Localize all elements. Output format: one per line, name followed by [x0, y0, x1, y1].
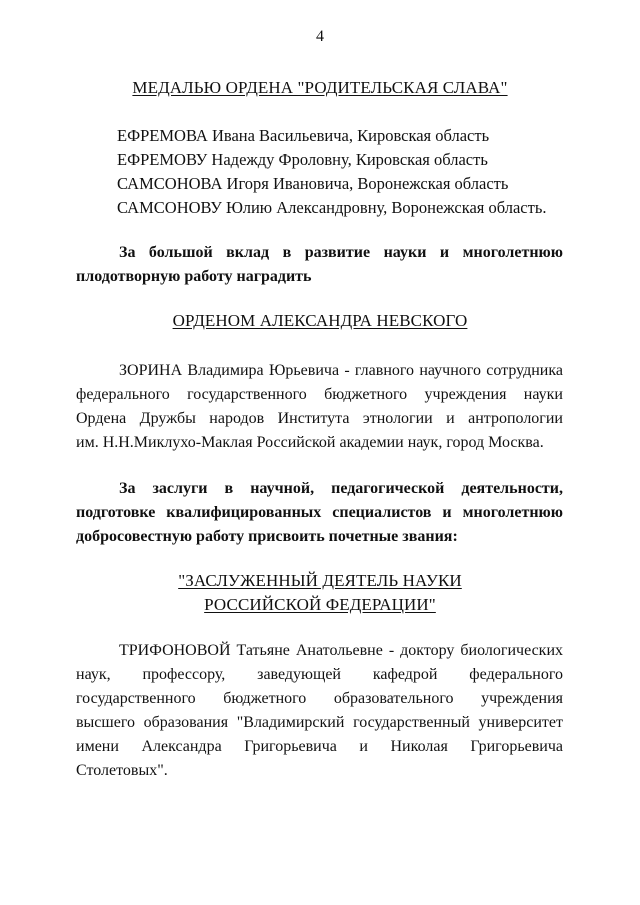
award-intro-science [76, 241, 563, 289]
award-text-trifonova [76, 639, 563, 783]
heading-line: "ЗАСЛУЖЕННЫЙ ДЕЯТЕЛЬ НАУКИ [178, 571, 462, 590]
heading-alexander-nevsky-order [0, 311, 640, 331]
heading-honored-scientist [0, 569, 640, 617]
award-line: государственного бюджетного образовательного учреждения [76, 690, 563, 707]
intro-line: За заслуги в научной, педагогической деятельности, [119, 480, 563, 497]
recipient-name: ЕФРЕМОВУ Надежду Фроловну, Кировская область [117, 150, 488, 169]
award-line: федерального государственного бюджетного учреждения науки [76, 386, 563, 403]
recipient-list [117, 124, 577, 220]
heading-line: ОРДЕНОМ АЛЕКСАНДРА НЕВСКОГО [172, 311, 468, 330]
award-line: имени Александра Григорьевича и Николая Григорьевича [76, 738, 563, 755]
heading-line: РОССИЙСКОЙ ФЕДЕРАЦИИ" [204, 595, 436, 614]
intro-line: За большой вклад в развитие науки и многолетнюю [119, 244, 563, 261]
intro-line: подготовке квалифицированных специалистов и многолетнюю [76, 504, 563, 521]
recipient-name: ЕФРЕМОВА Ивана Васильевича, Кировская область [117, 126, 490, 145]
recipient-name: САМСОНОВУ Юлию Александровну, Воронежская область. [117, 198, 547, 217]
award-line: наук, профессору, заведующей кафедрой федерального [76, 666, 563, 683]
award-line: Ордена Дружбы народов Института этнологии и антропологии [76, 410, 563, 427]
page-number: 4 [316, 28, 324, 45]
award-line: высшего образования "Владимирский государственный университет [76, 714, 563, 731]
heading-parental-glory-medal [0, 78, 640, 98]
award-intro-honorary-titles [76, 477, 563, 549]
award-line: Столетовых". [76, 762, 168, 779]
intro-line: добросовестную работу присвоить почетные звания: [76, 528, 458, 545]
award-text-zorin [76, 359, 563, 455]
award-line: им. Н.Н.Миклухо-Маклая Российской академии наук, город Москва. [76, 434, 544, 451]
recipient-name: САМСОНОВА Игоря Ивановича, Воронежская область [117, 174, 509, 193]
heading-line: МЕДАЛЬЮ ОРДЕНА "РОДИТЕЛЬСКАЯ СЛАВА" [132, 78, 508, 97]
award-line: ЗОРИНА Владимира Юрьевича - главного научного сотрудника [119, 362, 563, 379]
intro-line: плодотворную работу наградить [76, 268, 312, 285]
award-line: ТРИФОНОВОЙ Татьяне Анатольевне - доктору биологических [119, 642, 563, 659]
